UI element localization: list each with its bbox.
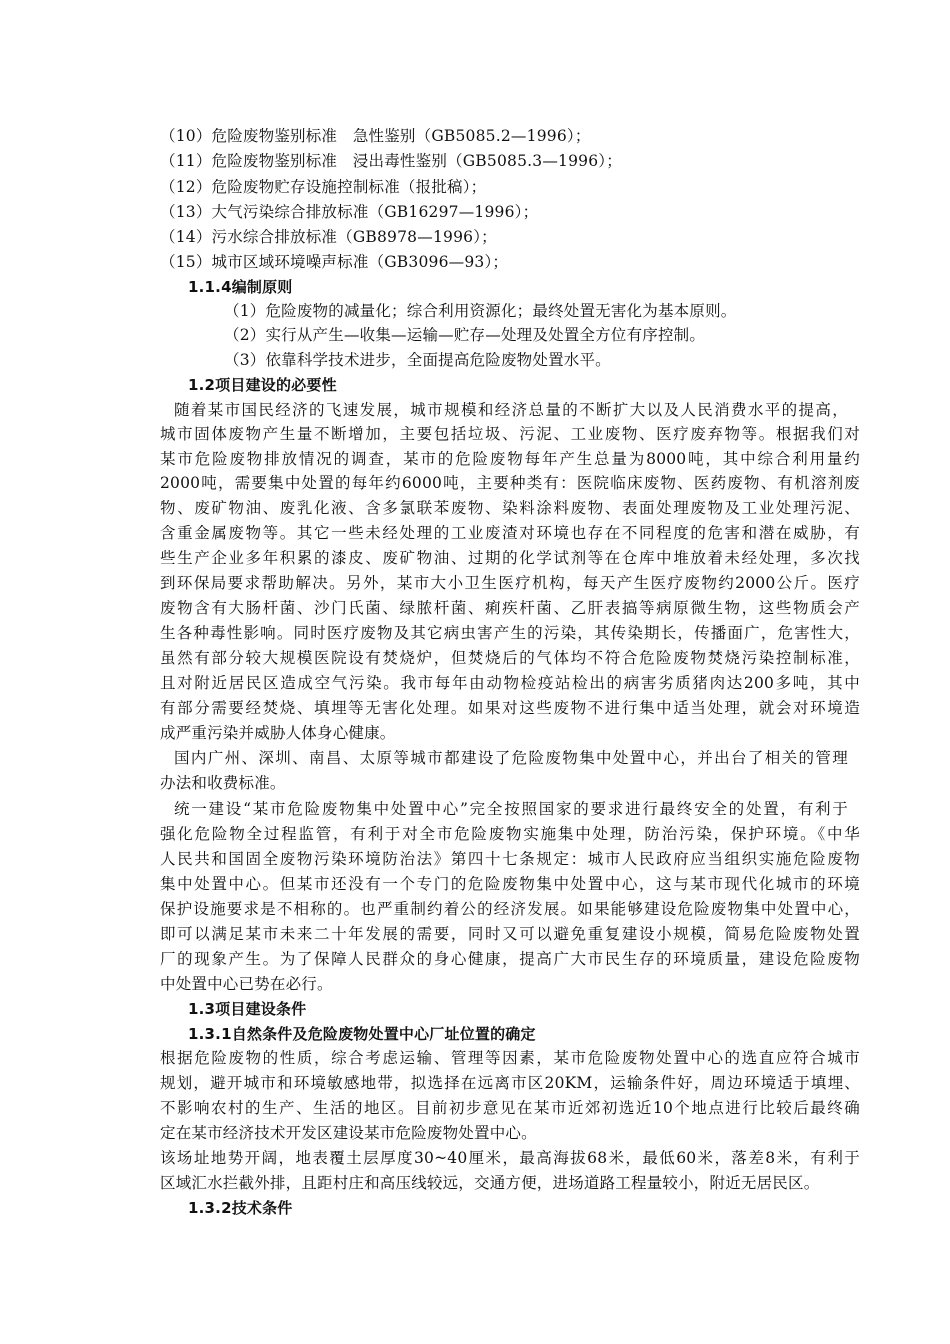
para-necessity-line: 生各种毒性影响。同时医疗废物及其它病虫害产生的污染，其传染期长，传播面广，危害性大， [160,624,860,642]
para-unified-line: 即可以满足某市未来二十年发展的需要，同时又可以避免重复建设小规模，简易危险废物处置 [160,925,860,943]
para-domestic-line: 国内广州、深圳、南昌、太原等城市都建设了危险废物集中处置中心，并出台了相关的管理 [174,749,848,767]
para-unified-line: 集中处置中心。但某市还没有一个专门的危险废物集中处置中心，这与某市现代化城市的环境 [160,875,860,893]
para-unified-line: 统一建设“某市危险废物集中处置中心”完全按照国家的要求进行最终安全的处置，有利于 [174,800,848,818]
heading-1-3-2: 1.3.2技术条件 [188,1199,293,1217]
para-unified-line: 人民共和国固全废物污染环境防治法》第四十七条规定：城市人民政府应当组织实施危险废物 [160,850,860,868]
para-necessity-line: 物、废矿物油、废乳化液、含多氯联苯废物、染料涂料废物、表面处理废物及工业处理污泥、 [160,499,860,517]
para-necessity-line: 些生产企业多年积累的漆皮、废矿物油、过期的化学试剂等在仓库中堆放着未经处理，多次找 [160,549,860,567]
standard-item-10: （10）危险废物鉴别标准 急性鉴别（GB5085.2—1996）； [160,127,591,145]
para-site-line: 定在某市经济技术开发区建设某市危险废物处置中心。 [160,1124,537,1142]
para-unified-line: 强化危险物全过程监管，有利于对全市危险废物实施集中处理，防治污染，保护环境。《中华 [160,825,860,843]
para-necessity-line: 含重金属废物等。其它一些未经处理的工业废渣对环境也存在不同程度的危害和潜在威胁，有 [160,524,860,542]
para-necessity-line: 成严重污染并威胁人体身心健康。 [160,724,396,742]
para-necessity-line: 且对附近居民区造成空气污染。我市每年由动物检疫站检出的病害劣质猪肉达200多吨，其中 [160,674,860,692]
standard-item-11: （11）危险废物鉴别标准 浸出毒性鉴别（GB5085.3—1996）； [160,152,622,170]
principle-item-3: （3）依靠科学技术进步，全面提高危险废物处置水平。 [224,351,611,369]
principle-item-1: （1）危险废物的减量化；综合利用资源化；最终处置无害化为基本原则。 [224,302,737,320]
para-unified-line: 中处置中心已势在必行。 [160,975,333,993]
para-site-line: 规划，避开城市和环境敏感地带，拟选择在远离市区20KM，运输条件好，周边环境适于填埋、 [160,1074,860,1092]
principle-item-2: （2）实行从产生—收集—运输—贮存—处理及处置全方位有序控制。 [224,326,706,344]
para-terrain-line: 区域汇水拦截外排，且距村庄和高压线较远，交通方便，进场道路工程量较小，附近无居民区。 [160,1174,820,1192]
heading-1-1-4: 1.1.4编制原则 [188,278,293,296]
para-terrain-line: 该场址地势开阔，地表覆土层厚度30~40厘米，最高海拔68米，最低60米，落差8米，有利于 [160,1149,860,1167]
para-necessity-line: 有部分需要经焚烧、填埋等无害化处理。如果对这些废物不进行集中适当处理，就会对环境造 [160,699,860,717]
heading-1-3: 1.3项目建设条件 [188,1000,307,1018]
standard-item-15: （15）城市区域环境噪声标准（GB3096—93）； [160,253,509,271]
para-unified-line: 保护设施要求是不相称的。也严重制约着公的经济发展。如果能够建设危险废物集中处置中心， [160,900,860,918]
para-unified-line: 厂的现象产生。为了保障人民群众的身心健康，提高广大市民生存的环境质量，建设危险废物 [160,950,860,968]
heading-1-3-1: 1.3.1自然条件及危险废物处置中心厂址位置的确定 [188,1025,536,1043]
para-necessity-line: 城市固体废物产生量不断增加，主要包括垃圾、污泥、工业废物、医疗废弃物等。根据我们对 [160,425,860,443]
standard-item-14: （14）污水综合排放标准（GB8978—1996）； [160,228,497,246]
heading-1-2: 1.2项目建设的必要性 [188,376,337,394]
standard-item-13: （13）大气污染综合排放标准（GB16297—1996）； [160,203,539,221]
para-necessity-line: 虽然有部分较大规模医院设有焚烧炉，但焚烧后的气体均不符合危险废物焚烧污染控制标准， [160,649,860,667]
para-site-line: 不影响农村的生产、生活的地区。目前初步意见在某市近郊初选近10个地点进行比较后最终确 [160,1099,860,1117]
para-necessity-line: 到环保局要求帮助解决。另外，某市大小卫生医疗机构，每天产生医疗废物约2000公斤。医疗 [160,574,860,592]
para-domestic-line: 办法和收费标准。 [160,774,286,792]
para-necessity-line: 废物含有大肠杆菌、沙门氏菌、绿脓杆菌、痢疾杆菌、乙肝表搞等病原微生物，这些物质会产 [160,599,860,617]
para-necessity-line: 2000吨，需要集中处置的每年约6000吨，主要种类有：医院临床废物、医药废物、有机溶剂废 [160,474,860,492]
para-site-line: 根据危险废物的性质，综合考虑运输、管理等因素，某市危险废物处置中心的选直应符合城市 [160,1049,860,1067]
standard-item-12: （12）危险废物贮存设施控制标准（报批稿）； [160,178,487,196]
para-necessity-line: 某市危险废物排放情况的调查，某市的危险废物每年产生总量为8000吨，其中综合利用量约 [160,450,860,468]
para-necessity-line: 随着某市国民经济的飞速发展，城市规模和经济总量的不断扩大以及人民消费水平的提高， [174,401,848,419]
